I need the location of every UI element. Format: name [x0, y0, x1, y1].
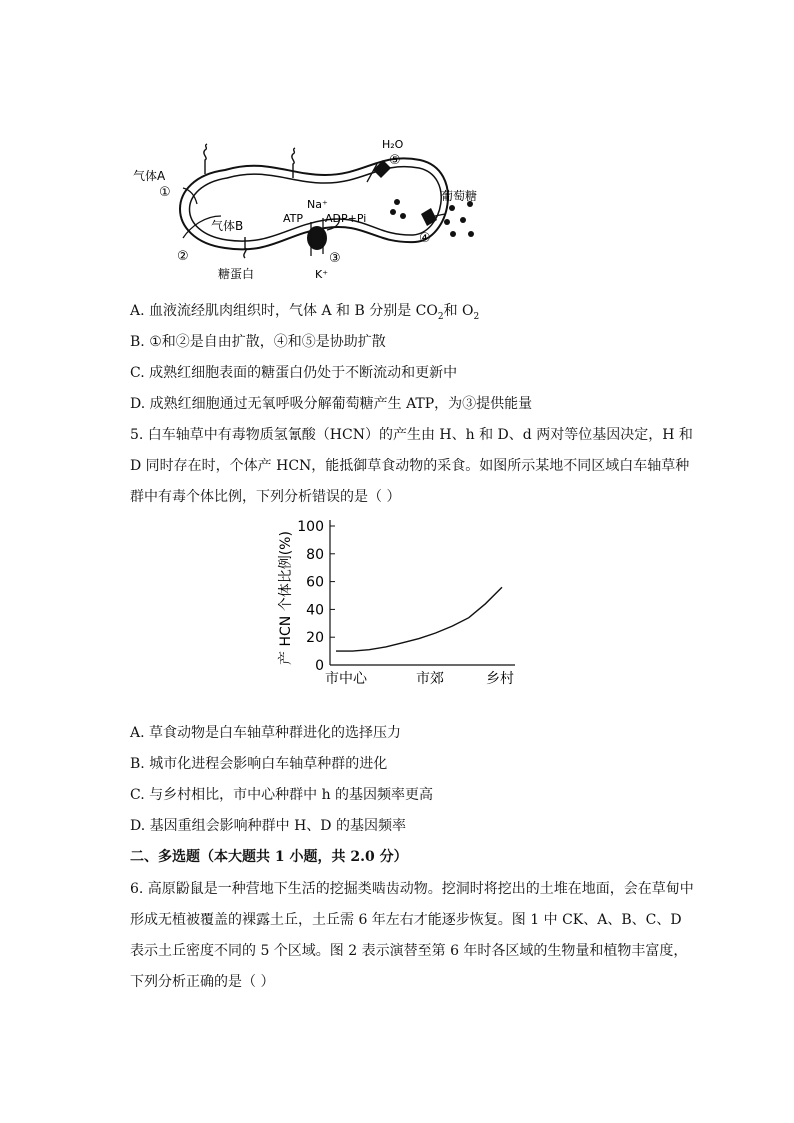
label-n1: ① — [159, 185, 171, 200]
section-2-title: 二、多选题（本大题共 1 小题，共 2.0 分） — [130, 849, 408, 865]
label-n5: ⑤ — [389, 153, 401, 168]
q5-stem: 5. 白车轴草中有毒物质氢氰酸（HCN）的产生由 H、h 和 D、d 两对等位基因决定，H 和 D 同时存在时，个体产 HCN，能抵御草食动物的采食。如图所示某地不同区域白车轴草种群中有毒个体比例，下列分析错误的是（ ） — [130, 427, 693, 505]
chart-y-tick-label: 100 — [297, 519, 324, 535]
q5-option-a: A. 草食动物是白车轴草种群进化的选择压力 — [130, 725, 402, 741]
chart-y-tick-label: 40 — [306, 602, 324, 619]
q4-option-d: D. 成熟红细胞通过无氧呼吸分解葡萄糖产生 ATP，为③提供能量 — [130, 396, 533, 412]
label-n3: ③ — [329, 251, 341, 266]
label-gas-b: 气体B — [211, 219, 244, 233]
chart-series-line — [336, 587, 502, 651]
label-water: H₂O — [382, 138, 404, 151]
chart-y-tick-label: 0 — [315, 658, 324, 674]
q5-option-c: C. 与乡村相比，市中心种群中 h 的基因频率更高 — [130, 787, 434, 803]
chart-y-label: 产 HCN 个体比例(%) — [278, 531, 294, 665]
hcn-chart — [270, 510, 530, 690]
q4-option-c: C. 成熟红细胞表面的糖蛋白仍处于不断流动和更新中 — [130, 365, 458, 381]
label-gas-a: 气体A — [133, 169, 166, 183]
chart-y-tick-label: 20 — [306, 630, 324, 647]
label-glucose: 葡萄糖 — [441, 189, 478, 203]
chart-category-label: 市中心 — [325, 671, 367, 687]
q5-option-d: D. 基因重组会影响种群中 H、D 的基因频率 — [130, 818, 406, 834]
chart-category-label: 市郊 — [416, 671, 444, 687]
q6-stem: 6. 高原鼢鼠是一种营地下生活的挖掘类啮齿动物。挖洞时将挖出的土堆在地面，会在草甸中形成无植被覆盖的裸露土丘，土丘需 6 年左右才能逐步恢复。图 1 中 CK、A、B、C、D 表示土丘密度不同的 5 个区域。图 2 表示演替至第 6 年时各区域的生物量和植物丰富度，下列分析正确的是（ ） — [130, 881, 694, 990]
label-adp: ADP+Pi — [325, 212, 367, 225]
label-atp: ATP — [283, 212, 304, 225]
chart-category-label: 乡村 — [486, 671, 514, 687]
label-potassium: K⁺ — [315, 268, 329, 281]
cell-membrane-diagram — [125, 130, 495, 290]
q4-option-b: B. ①和②是自由扩散，④和⑤是协助扩散 — [130, 334, 386, 350]
sodium-potassium-pump — [307, 226, 327, 250]
label-sodium: Na⁺ — [307, 198, 328, 211]
chart-y-tick-label: 60 — [306, 574, 324, 591]
label-n4: ④ — [419, 231, 431, 246]
label-n2: ② — [177, 249, 189, 264]
q5-option-b: B. 城市化进程会影响白车轴草种群的进化 — [130, 756, 388, 772]
label-glycoprotein: 糖蛋白 — [218, 267, 255, 281]
q4-option-a: A. 血液流经肌肉组织时，气体 A 和 B 分别是 $CO_2$和 $O_2$ — [130, 303, 480, 322]
chart-y-tick-label: 80 — [306, 546, 324, 563]
